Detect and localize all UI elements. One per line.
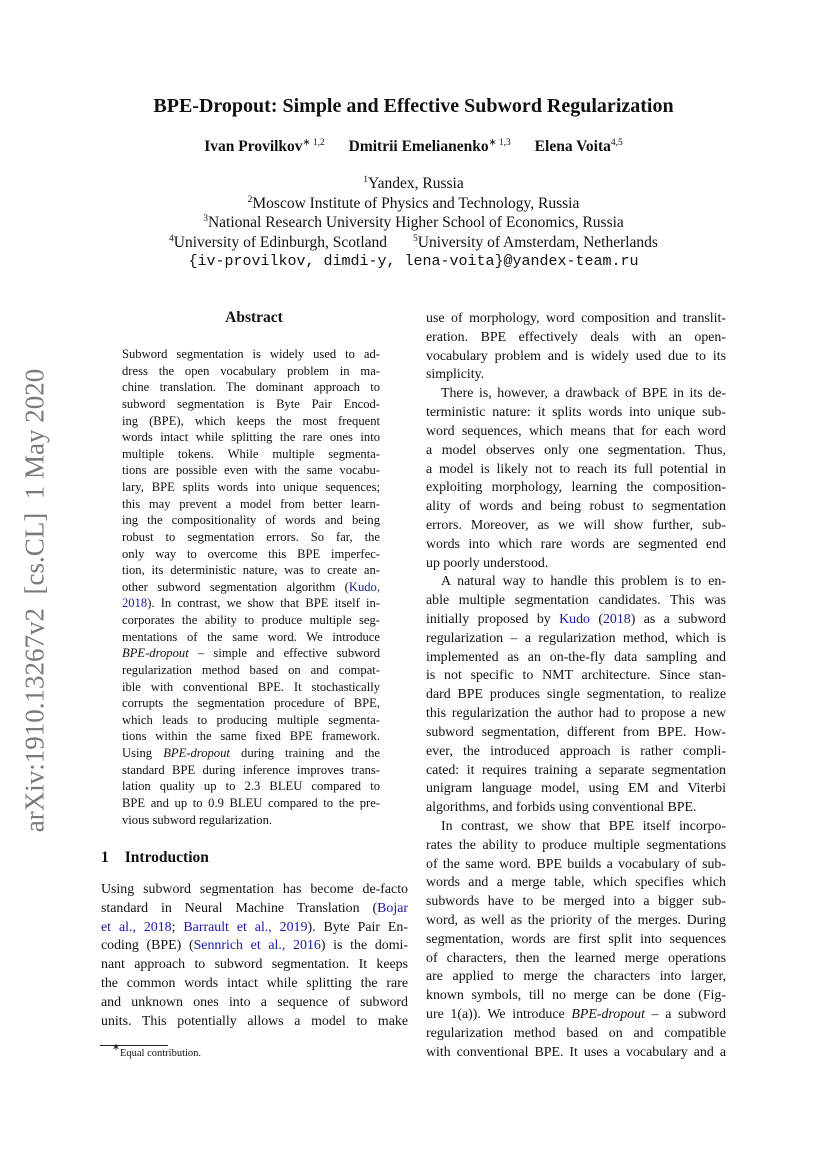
affiliation-text: National Research University Higher School of Economics, Russia	[207, 214, 624, 232]
text-line	[122, 429, 380, 446]
text-segment: a model observes only one segmentation. Thus,	[426, 442, 726, 458]
text-segment: with conventional BPE. It uses a vocabulary and a	[426, 1044, 726, 1060]
affiliation-number: 5	[413, 233, 418, 244]
text-segment: ible with conventional BPE. It stochastically	[122, 679, 380, 694]
text-line	[426, 987, 726, 1006]
text-segment: ure 1(a)). We introduce	[426, 1007, 572, 1023]
text-segment: In contrast, we show that BPE itself incorpo-	[441, 818, 726, 834]
author-affiliation-marks: ∗ 1,2	[302, 138, 325, 148]
text-line	[122, 363, 380, 380]
text-line	[426, 912, 726, 931]
text-segment: subword segmentation, different from BPE. How-	[426, 724, 726, 740]
text-line	[101, 975, 408, 994]
text-line	[426, 686, 726, 705]
text-segment: vocabulary problem and is widely used due to its	[426, 348, 726, 364]
text-segment: segmentation, words are first split into sequences	[426, 931, 726, 947]
text-segment: robust to segmentation errors. So far, the	[122, 529, 380, 544]
text-line	[426, 874, 726, 893]
author-name: Ivan Provilkov	[204, 138, 303, 155]
text-segment: dress the open vocabulary problem in ma-	[122, 363, 380, 378]
text-line	[122, 413, 380, 430]
text-segment: cated: it requires training a separate segmentation	[426, 762, 726, 778]
footnote-text: Equal contribution.	[119, 1048, 202, 1059]
text-line	[122, 546, 380, 563]
text-line	[426, 799, 726, 818]
text-segment: ) is the domi-	[320, 938, 408, 954]
text-segment: regularization method based on and compat-	[122, 662, 380, 677]
text-line	[426, 442, 726, 461]
text-segment: regularization method based on and compatible	[426, 1025, 726, 1041]
text-segment: words and a merge table, which specifies which	[426, 875, 726, 891]
text-line	[122, 629, 380, 646]
text-line	[122, 579, 380, 596]
text-line	[426, 893, 726, 912]
author-name: Elena Voita	[534, 138, 611, 155]
text-segment: of the same word. BPE builds a vocabulary of sub-	[426, 856, 726, 872]
affiliations	[0, 174, 827, 272]
text-line	[122, 778, 380, 795]
text-line	[122, 595, 380, 612]
text-segment: of characters, then the learned merge operations	[426, 950, 726, 966]
text-segment: use of morphology, word composition and translit-	[426, 311, 726, 326]
text-segment: words into which rare words are segmented end	[426, 536, 726, 552]
text-line	[426, 611, 726, 630]
text-segment: words intact while splitting the rare ones into	[122, 430, 380, 445]
text-segment: corrupts the segmentation procedure of BPE,	[122, 696, 380, 711]
affiliation	[0, 213, 827, 233]
text-segment: word sequences, which means that for each word	[426, 423, 726, 439]
author-affiliation-marks: 4,5	[610, 138, 623, 148]
footnote-mark: ∗	[112, 1043, 120, 1053]
text-line	[426, 555, 726, 574]
abstract-body	[122, 346, 380, 828]
text-segment: Using	[122, 746, 164, 760]
author-emails: {iv-provilkov, dimdi-y, lena-voita}@yandex-team.ru	[188, 253, 639, 271]
text-line	[122, 795, 380, 812]
citation-link[interactable]: Kudo,	[348, 579, 380, 594]
text-line	[426, 536, 726, 555]
text-line	[101, 994, 408, 1013]
text-line	[426, 950, 726, 969]
affiliation-text: Moscow Institute of Physics and Technology, Russia	[252, 194, 580, 212]
text-line	[426, 498, 726, 517]
affiliation	[0, 174, 827, 194]
text-line	[122, 612, 380, 629]
text-segment: errors. Moreover, as we will show further, sub-	[426, 517, 726, 533]
citation-link[interactable]: Barrault et al., 2019	[183, 919, 308, 935]
text-segment: initially proposed by	[426, 612, 560, 627]
text-line	[426, 743, 726, 762]
text-segment: rates the ability to produce multiple segmentations	[426, 837, 726, 853]
text-line	[122, 529, 380, 546]
author	[349, 138, 511, 155]
author	[204, 138, 325, 155]
italic-term: BPE-dropout	[122, 646, 189, 661]
text-segment: nant approach to subword segmentation. It keeps	[101, 957, 408, 973]
text-segment: vious subword regularization.	[122, 812, 273, 827]
text-segment: – a subword	[644, 1007, 726, 1023]
author-affiliation-marks: ∗ 1,3	[488, 138, 511, 148]
text-line	[122, 562, 380, 579]
text-segment: this regularization the author had to propose a new	[426, 706, 726, 722]
citation-link[interactable]: Kudo	[559, 612, 590, 627]
text-segment: exploiting morphology, learning the composition-	[426, 480, 726, 496]
citation-link[interactable]: Bojar	[377, 900, 408, 916]
text-line	[122, 812, 380, 829]
text-line	[122, 695, 380, 712]
affiliation-text: University of Edinburgh, Scotland	[173, 233, 388, 251]
text-segment: ) as a subword	[630, 612, 726, 627]
author	[535, 138, 623, 155]
text-segment: BPE and up to 0.9 BLEU compared to the pre-	[122, 795, 380, 810]
affiliation	[0, 194, 827, 214]
text-line	[426, 385, 726, 404]
text-segment: a model is likely not to reach its full potential in	[426, 461, 726, 477]
text-line	[122, 396, 380, 413]
text-line	[426, 592, 726, 611]
text-segment: implemented as an on-the-fly data sampling and	[426, 649, 726, 665]
text-line	[426, 818, 726, 837]
text-segment: standard in Neural Machine Translation (	[101, 900, 378, 916]
text-line	[101, 900, 408, 919]
text-segment: lation quality up to 2.3 BLEU compared to	[122, 779, 380, 794]
text-segment: known symbols, till no merge can be done (Fig-	[426, 988, 726, 1004]
text-line	[426, 1044, 726, 1063]
text-segment: ing the compositionality of words and being	[122, 513, 380, 528]
text-segment: tions are possible even with the same vocabu-	[122, 463, 380, 478]
affiliation-number: 2	[247, 194, 253, 205]
affiliation-text: Yandex, Russia	[368, 175, 464, 192]
text-segment: is not specific to NMT architecture. Since stan-	[426, 668, 726, 684]
affiliation-number: 1	[363, 175, 368, 185]
text-segment: tions within the same fixed BPE framework.	[122, 729, 380, 744]
italic-term: BPE-dropout	[163, 746, 230, 760]
text-line	[426, 630, 726, 649]
text-segment: subword segmentation is Byte Pair Encod-	[122, 396, 380, 411]
text-line	[426, 705, 726, 724]
text-line	[122, 379, 380, 396]
text-line	[426, 931, 726, 950]
text-segment: mentations of the same word. We introduce	[122, 629, 380, 644]
text-line	[426, 348, 726, 367]
affiliation-number: 4	[169, 233, 174, 244]
footnote	[112, 1043, 202, 1059]
text-line	[122, 512, 380, 529]
text-line	[426, 667, 726, 686]
text-segment: up poorly understood.	[426, 555, 549, 571]
text-segment: ;	[171, 919, 184, 935]
citation-link[interactable]: et al., 2018	[101, 919, 172, 935]
text-segment: able multiple segmentation candidates. This was	[426, 593, 726, 609]
text-segment: only way to overcome this BPE imperfec-	[122, 546, 380, 561]
text-segment: simplicity.	[426, 367, 485, 383]
text-line	[122, 645, 380, 662]
text-segment: (	[589, 612, 603, 627]
text-segment: Using subword segmentation has become de-facto	[101, 882, 408, 897]
arxiv-identifier-sidebar: arXiv:1910.13267v2 [cs.CL] 1 May 2020	[19, 368, 50, 833]
text-line	[101, 881, 408, 900]
text-segment: ality of words and being robust to segmentation	[426, 499, 726, 515]
text-segment: There is, however, a drawback of BPE in its de-	[441, 386, 726, 402]
text-segment: the common words intact while splitting the rare	[101, 976, 408, 992]
section-title: Introduction	[124, 849, 209, 866]
text-segment: other subword segmentation algorithm (	[122, 579, 349, 594]
citation-link[interactable]: 2018	[602, 612, 631, 627]
text-segment: – simple and effective subword	[188, 646, 380, 661]
text-line	[426, 780, 726, 799]
text-line	[426, 856, 726, 875]
paper-title: BPE-Dropout: Simple and Effective Subword Regularization	[153, 95, 674, 117]
text-line	[426, 423, 726, 442]
text-line	[426, 366, 726, 385]
citation-link[interactable]: Sennrich et al., 2016	[193, 938, 321, 954]
text-line	[426, 461, 726, 480]
text-segment: during training and the	[229, 746, 380, 760]
text-line	[426, 762, 726, 781]
text-line	[122, 446, 380, 463]
affiliation-number: 3	[203, 214, 208, 225]
text-line	[101, 919, 408, 938]
text-line	[426, 649, 726, 668]
text-line	[426, 404, 726, 423]
text-line	[426, 479, 726, 498]
text-segment: lary, BPE splits words into unique sequences;	[122, 480, 380, 494]
text-line	[122, 346, 380, 363]
text-segment: ever, the introduced approach is rather compli-	[426, 743, 726, 759]
text-segment: chine translation. The dominant approach to	[122, 380, 380, 395]
text-line	[101, 937, 408, 956]
text-segment: subwords have to be merged into a bigger sub-	[426, 894, 726, 910]
text-line	[122, 662, 380, 679]
text-segment: A natural way to handle this problem is to en-	[441, 574, 726, 590]
text-segment: ). Byte Pair En-	[307, 919, 408, 935]
text-line	[426, 517, 726, 536]
affiliation-text: University of Amsterdam, Netherlands	[417, 233, 658, 251]
text-segment: word, as well as the priority of the merges. During	[426, 913, 726, 928]
italic-term: BPE-dropout	[571, 1007, 645, 1023]
text-segment: terministic nature: it splits words into unique sub-	[426, 405, 726, 421]
text-segment: this may prevent a model from better learn-	[122, 496, 380, 511]
abstract-heading: Abstract	[225, 309, 283, 326]
text-segment: coding (BPE) (	[101, 938, 194, 954]
text-line	[122, 762, 380, 779]
text-segment: which leads to producing multiple segmenta-	[122, 712, 380, 727]
text-segment: ). In contrast, we show that BPE itself in-	[147, 596, 380, 611]
right-column-body	[426, 310, 726, 1063]
text-segment: eration. BPE effectively deals with an open-	[426, 329, 726, 345]
text-segment: standard BPE during inference improves trans-	[122, 762, 380, 777]
text-line	[426, 329, 726, 348]
text-segment: multiple tokens. While multiple segmenta-	[122, 446, 380, 461]
text-line	[101, 1013, 408, 1032]
text-line	[122, 745, 380, 762]
affiliation	[0, 233, 827, 253]
text-line	[122, 712, 380, 729]
text-segment: regularization – a regularization method, which is	[426, 630, 726, 646]
footnote-rule	[100, 1045, 168, 1046]
text-line	[426, 837, 726, 856]
introduction-body	[101, 881, 408, 1032]
author-name: Dmitrii Emelianenko	[348, 138, 489, 155]
text-line	[122, 479, 380, 496]
text-line	[426, 1006, 726, 1025]
text-line	[426, 1025, 726, 1044]
text-segment: tion, its deterministic nature, was to create an-	[122, 563, 380, 578]
text-line	[426, 310, 726, 329]
text-line	[122, 728, 380, 745]
text-segment: algorithms, and forbids using conventional BPE.	[426, 800, 697, 816]
author-list	[0, 138, 827, 156]
text-segment: dard BPE produces single segmentation, to realize	[426, 687, 726, 703]
text-segment: unigram language model, using EM and Viterbi	[426, 781, 726, 797]
text-segment: are applied to merge the characters into larger,	[426, 969, 726, 985]
text-segment: corporates the ability to produce multiple seg-	[122, 613, 380, 627]
section-heading-introduction	[101, 849, 209, 867]
text-segment: Subword segmentation is widely used to ad-	[122, 347, 380, 361]
text-line	[426, 968, 726, 987]
text-segment: ing (BPE), which keeps the most frequent	[122, 413, 380, 428]
section-number: 1	[101, 849, 109, 866]
text-line	[122, 496, 380, 513]
text-segment: units. This potentially allows a model to make	[101, 1013, 408, 1029]
text-segment: and unknown ones into a sequence of subword	[101, 994, 408, 1010]
text-line	[122, 679, 380, 696]
text-line	[426, 724, 726, 743]
text-line	[101, 956, 408, 975]
citation-link[interactable]: 2018	[122, 596, 148, 611]
text-line	[426, 573, 726, 592]
text-line	[122, 462, 380, 479]
